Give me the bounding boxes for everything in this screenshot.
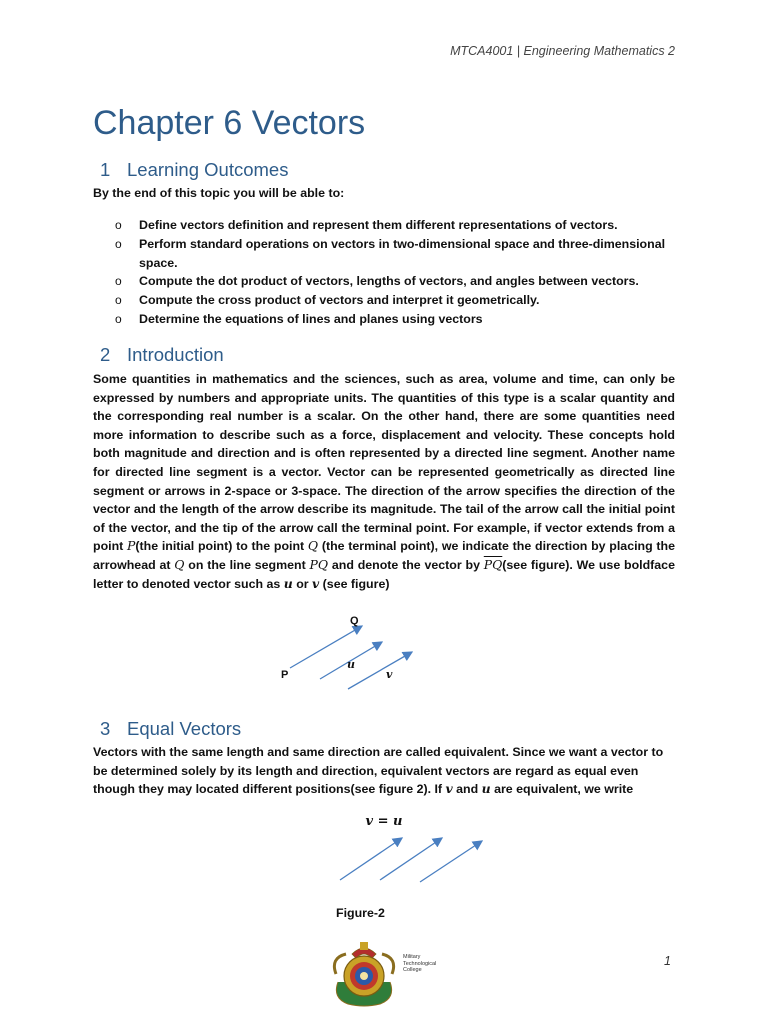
- section-number: 1: [100, 159, 111, 180]
- math-symbol-vector: $\overline{PQ}$: [483, 556, 503, 572]
- logo-text: [403, 954, 453, 974]
- math-symbol: u: [283, 575, 293, 591]
- label-v: v: [386, 668, 393, 681]
- logo-text-line: Military: [403, 954, 421, 960]
- section-heading-learning-outcomes: [100, 159, 288, 181]
- math-symbol: u: [481, 781, 491, 797]
- equal-vectors-diagram: [330, 832, 490, 888]
- paragraph-text: (the terminal point), we indicate the direction by placing the arrowhead at: [93, 539, 676, 572]
- paragraph-text: Some quantities in mathematics and the sciences, such as area, volume and time, can only be expressed by numbers and appropriate units. The quantities of this type is a scalar quantity and the corresponding real number is a scalar. On the other hand, there are some quantities need more information to describe such as a force, displacement and velocity. These concepts hold both magnitude and direction and is often represented by a directed line segment. Another name for directed line segment is a vector. Vector can be represented geometrically as directed line segment or arrows in 2-space or 3-space. The direction of the arrow specifies the direction of the vector and the length of the arrow describe its magnitude. The tail of the arrow call the initial point of the vector, and the tip of the arrow call the terminal point. For example, if vector extends from a point: [93, 372, 675, 554]
- vector-arrow-v: [348, 652, 412, 689]
- paragraph-text: (the initial point) to the point: [135, 539, 308, 554]
- math-symbol: P: [127, 538, 136, 554]
- section-heading-introduction: [100, 344, 224, 366]
- paragraph-text: are equivalent, we write: [490, 782, 634, 797]
- college-logo: [328, 938, 458, 1008]
- math-symbol: v: [312, 575, 320, 591]
- list-item: o Compute the cross product of vectors and interpret it geometrically.: [115, 291, 675, 310]
- paragraph-text: or: [292, 576, 313, 591]
- section-title: Equal Vectors: [127, 718, 242, 739]
- introduction-paragraph: [93, 370, 675, 593]
- page-number: 1: [664, 954, 671, 968]
- math-symbol: PQ: [309, 556, 329, 572]
- logo-text-line: Technological: [403, 960, 437, 967]
- figure-2-equal-vectors: [330, 832, 490, 888]
- outcomes-list: [115, 216, 675, 329]
- paragraph-text: on the line segment: [184, 557, 310, 572]
- list-item: o Compute the dot product of vectors, lengths of vectors, and angles between vectors.: [115, 272, 675, 291]
- section-title: Introduction: [127, 344, 224, 365]
- emblem-icon: [328, 938, 400, 1008]
- list-item: o Perform standard operations on vectors in two-dimensional space and three-dimensional space.: [115, 235, 675, 273]
- equation-v-equals-u: v = u: [365, 814, 403, 829]
- section-heading-equal-vectors: [100, 718, 241, 740]
- paragraph-text: and: [452, 782, 482, 797]
- list-item: o Determine the equations of lines and planes using vectors: [115, 310, 675, 329]
- logo-text-line: College: [403, 967, 422, 973]
- math-symbol: Q: [174, 556, 185, 572]
- vector-arrow-1: [340, 838, 402, 880]
- section-number: 3: [100, 718, 111, 739]
- equal-vectors-paragraph: [93, 743, 675, 799]
- page-header: MTCA4001 | Engineering Mathematics 2: [450, 44, 675, 58]
- list-item: o Define vectors definition and represent them different representations of vectors.: [115, 216, 675, 235]
- math-symbol: v: [445, 781, 453, 797]
- paragraph-text: and denote the vector by: [328, 557, 484, 572]
- label-p: P: [281, 669, 289, 681]
- section-title: Learning Outcomes: [127, 159, 289, 180]
- label-q: Q: [350, 615, 359, 627]
- section-number: 2: [100, 344, 111, 365]
- paragraph-text: Vectors with the same length and same direction are called equivalent. Since we want a vector to be determined solely by its length and direction, equivalent vectors are regard as equal even though they may located different positions(see figure 2). If: [93, 745, 664, 797]
- math-symbol: Q: [307, 538, 319, 554]
- chapter-title: Chapter 6 Vectors: [93, 104, 366, 142]
- figure-vectors-pq: [270, 612, 420, 692]
- vector-arrows-diagram: [270, 612, 420, 692]
- paragraph-text: (see figure): [319, 576, 390, 591]
- paragraph-text: (see figure). We use boldface letter to denoted vector such as: [93, 557, 675, 591]
- label-u: u: [347, 658, 355, 671]
- outcomes-intro: By the end of this topic you will be able to:: [93, 186, 345, 200]
- figure-caption: Figure-2: [336, 906, 385, 920]
